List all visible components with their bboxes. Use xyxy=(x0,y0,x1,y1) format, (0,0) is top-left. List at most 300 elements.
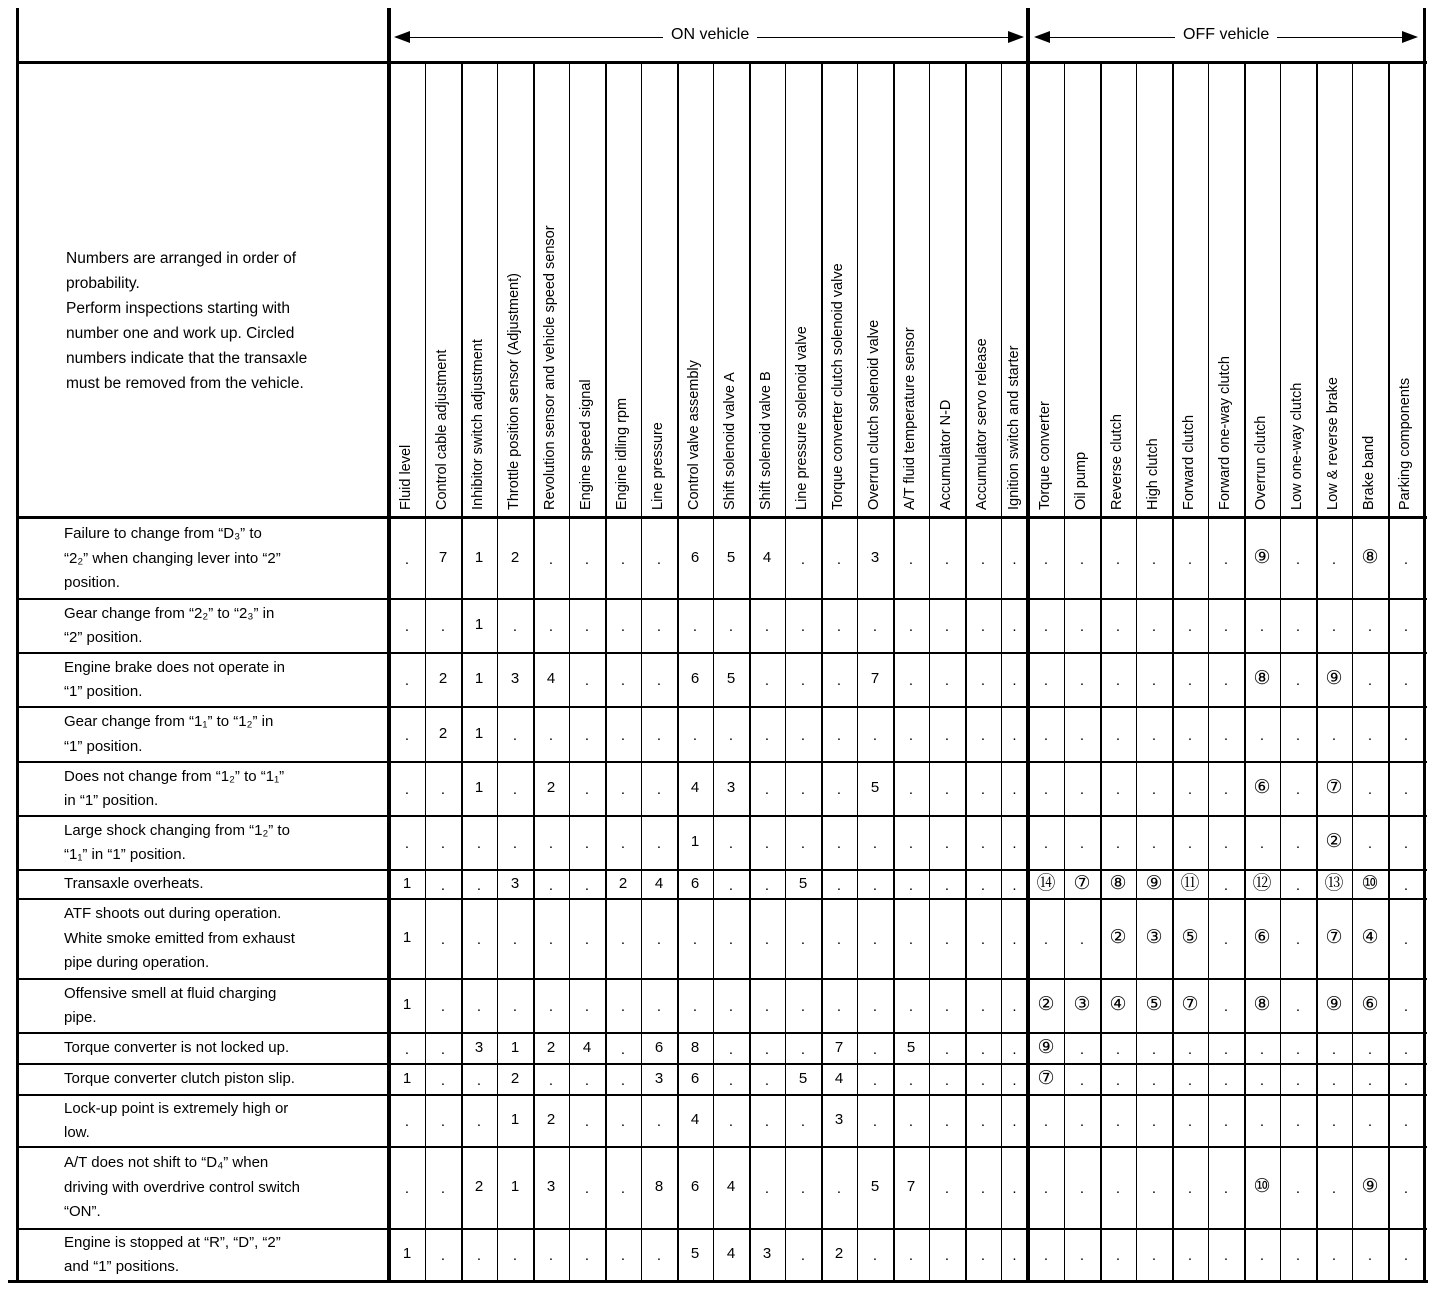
table-cell: . xyxy=(764,672,770,689)
row-label-line: “ON”. xyxy=(64,1203,101,1221)
table-cell: . xyxy=(1151,1071,1157,1089)
table-cell: ⑪ xyxy=(1180,872,1200,894)
table-cell: . xyxy=(476,835,482,852)
table-cell: . xyxy=(728,931,734,948)
table-cell: . xyxy=(1367,1113,1373,1130)
table-cell: . xyxy=(440,618,446,635)
table-cell: . xyxy=(656,618,662,635)
table-cell: . xyxy=(1295,672,1301,689)
table-cell: . xyxy=(836,1180,842,1197)
table-cell: 7 xyxy=(870,670,880,687)
table-cell: ⑥ xyxy=(1361,994,1379,1015)
table-cell: . xyxy=(584,835,590,852)
table-cell: . xyxy=(1151,1113,1157,1130)
table-cell: . xyxy=(548,835,554,852)
table-cell: . xyxy=(980,672,986,689)
table-cell: . xyxy=(836,551,842,568)
table-cell: . xyxy=(944,931,950,948)
column-header: Shift solenoid valve A xyxy=(722,372,738,510)
table-cell: . xyxy=(1367,618,1373,635)
table-cell: . xyxy=(908,1113,914,1130)
arrow-right-icon xyxy=(1402,31,1418,43)
table-cell: 5 xyxy=(906,1038,916,1056)
table-cell: . xyxy=(728,1071,734,1089)
table-cell: ⑩ xyxy=(1253,1176,1271,1197)
table-cell: . xyxy=(1043,835,1049,852)
table-cell: . xyxy=(1012,781,1017,798)
note-line: must be removed from the vehicle. xyxy=(66,375,304,392)
table-cell: . xyxy=(584,781,590,798)
table-cell: ⑦ xyxy=(1325,927,1343,948)
table-cell: . xyxy=(1043,931,1049,948)
table-cell: . xyxy=(980,998,986,1015)
table-cell: ⑦ xyxy=(1325,777,1343,798)
column-header: Shift solenoid valve B xyxy=(758,371,774,510)
table-cell: ② xyxy=(1037,994,1055,1015)
table-cell: . xyxy=(656,931,662,948)
table-cell: . xyxy=(980,876,986,894)
table-cell: 5 xyxy=(870,779,880,796)
table-cell: . xyxy=(1295,835,1301,852)
table-cell: . xyxy=(836,672,842,689)
table-cell: . xyxy=(1115,835,1121,852)
row-label-line: and “1” positions. xyxy=(64,1258,180,1275)
table-cell: . xyxy=(1223,1071,1229,1089)
column-header: Engine speed signal xyxy=(578,379,594,510)
note-line: probability. xyxy=(66,275,140,292)
table-cell: ⑨ xyxy=(1325,994,1343,1015)
table-cell: 3 xyxy=(654,1069,664,1087)
table-cell: . xyxy=(584,1071,590,1089)
table-cell: . xyxy=(800,1247,806,1264)
column-header: Fluid level xyxy=(398,444,414,510)
row-label-line: pipe. xyxy=(64,1009,97,1026)
table-cell: . xyxy=(1012,931,1017,948)
table-cell: . xyxy=(548,618,554,635)
table-cell: . xyxy=(1331,618,1337,635)
row-label-line: Torque converter is not locked up. xyxy=(64,1039,290,1057)
frame-right xyxy=(1423,8,1426,1283)
table-cell: 2 xyxy=(618,874,628,892)
table-cell: ② xyxy=(1109,927,1127,948)
table-cell: . xyxy=(1259,1040,1265,1058)
table-cell: . xyxy=(440,931,446,948)
table-cell: . xyxy=(656,551,662,568)
table-cell: . xyxy=(548,876,554,894)
table-cell: . xyxy=(1115,1040,1121,1058)
table-cell: ⑨ xyxy=(1145,872,1163,894)
table-cell: . xyxy=(944,1113,950,1130)
row-rule xyxy=(17,978,1427,980)
table-cell: . xyxy=(692,931,698,948)
table-cell: . xyxy=(1403,672,1409,689)
table-cell: . xyxy=(1012,1040,1017,1058)
table-cell: . xyxy=(944,672,950,689)
header-bottom-rule xyxy=(17,516,1427,519)
table-cell: . xyxy=(404,672,410,689)
table-cell: 2 xyxy=(510,549,520,566)
table-cell: . xyxy=(1012,672,1017,689)
table-cell: . xyxy=(620,1040,626,1058)
table-cell: 7 xyxy=(438,549,448,566)
row-rule xyxy=(17,652,1427,654)
table-cell: . xyxy=(404,781,410,798)
table-cell: . xyxy=(1295,1071,1301,1089)
table-cell: . xyxy=(1403,1247,1409,1264)
table-cell: . xyxy=(1223,876,1229,894)
column-header: Control valve assembly xyxy=(686,360,702,510)
table-cell: . xyxy=(1043,672,1049,689)
table-cell: . xyxy=(836,998,842,1015)
table-cell: . xyxy=(1012,835,1017,852)
table-cell: . xyxy=(1012,1180,1017,1197)
table-cell: 3 xyxy=(546,1178,556,1195)
table-cell: . xyxy=(1079,1071,1085,1089)
table-cell: . xyxy=(1403,551,1409,568)
table-cell: . xyxy=(980,1180,986,1197)
table-cell: . xyxy=(1223,998,1229,1015)
table-cell: . xyxy=(620,672,626,689)
table-cell: . xyxy=(440,876,446,894)
table-cell: . xyxy=(1331,1040,1337,1058)
row-label-line: position. xyxy=(64,574,120,592)
table-cell: ③ xyxy=(1145,927,1163,948)
table-cell: ④ xyxy=(1361,927,1379,948)
table-cell: . xyxy=(1367,1071,1373,1089)
table-cell: 2 xyxy=(546,1038,556,1056)
table-cell: 5 xyxy=(798,1069,808,1087)
table-cell: 1 xyxy=(402,929,412,946)
table-cell: 4 xyxy=(726,1245,736,1262)
chart-note xyxy=(66,246,381,396)
table-cell: . xyxy=(1043,726,1049,744)
table-cell: 5 xyxy=(726,670,736,687)
table-cell: . xyxy=(800,781,806,798)
table-cell: . xyxy=(692,998,698,1015)
off-vehicle-label: OFF vehicle xyxy=(1175,25,1277,45)
row-label-line: “2” position. xyxy=(64,629,143,646)
table-cell: . xyxy=(1079,618,1085,635)
row-rule xyxy=(17,898,1427,900)
table-cell: . xyxy=(656,998,662,1015)
table-cell: . xyxy=(1259,726,1265,744)
column-header: A/T fluid temperature sensor xyxy=(902,327,918,510)
table-cell: . xyxy=(512,998,518,1015)
table-cell: . xyxy=(1187,1040,1193,1058)
table-cell: . xyxy=(1403,1071,1409,1089)
table-cell: . xyxy=(800,1040,806,1058)
table-cell: . xyxy=(512,618,518,635)
table-cell: . xyxy=(1259,1071,1265,1089)
table-cell: . xyxy=(1223,1040,1229,1058)
table-cell: ④ xyxy=(1109,994,1127,1015)
column-header: Revolution sensor and vehicle speed sensor xyxy=(542,225,558,510)
table-cell: . xyxy=(1043,781,1049,798)
table-cell: ⑤ xyxy=(1145,994,1163,1015)
table-cell: . xyxy=(1187,618,1193,635)
table-cell: . xyxy=(1403,931,1409,948)
table-cell: . xyxy=(1043,1247,1049,1264)
table-cell: . xyxy=(944,618,950,635)
table-cell: . xyxy=(836,726,842,744)
table-cell: . xyxy=(548,1071,554,1089)
row-label xyxy=(64,819,290,868)
table-cell: 2 xyxy=(510,1069,520,1087)
table-cell: . xyxy=(1331,726,1337,744)
table-cell: . xyxy=(944,551,950,568)
table-cell: . xyxy=(872,726,878,744)
table-cell: . xyxy=(944,1247,950,1264)
table-cell: . xyxy=(1367,1040,1373,1058)
row-label xyxy=(64,1151,300,1225)
table-cell: . xyxy=(836,876,842,894)
column-header: Ignition switch and starter xyxy=(1005,345,1022,510)
column-header: High clutch xyxy=(1145,438,1161,510)
table-cell: . xyxy=(440,998,446,1015)
table-cell: . xyxy=(1403,726,1409,744)
table-cell: . xyxy=(800,551,806,568)
table-cell: . xyxy=(1115,618,1121,635)
column-header: Forward clutch xyxy=(1181,414,1197,510)
table-cell: . xyxy=(656,835,662,852)
table-cell: . xyxy=(872,1247,878,1264)
table-cell: . xyxy=(980,1113,986,1130)
table-cell: . xyxy=(1151,1247,1157,1264)
table-cell: ② xyxy=(1325,831,1343,852)
table-cell: . xyxy=(1079,1040,1085,1058)
table-cell: . xyxy=(872,876,878,894)
row-label xyxy=(64,656,285,705)
table-cell: . xyxy=(584,726,590,744)
column-header: Line pressure xyxy=(650,422,666,510)
table-cell: . xyxy=(1295,551,1301,568)
row-label-line: Engine brake does not operate in xyxy=(64,658,285,676)
table-cell: 1 xyxy=(402,1069,412,1087)
row-label-line: Engine is stopped at “R”, “D”, “2” xyxy=(64,1233,281,1251)
table-cell: . xyxy=(764,876,770,894)
table-cell: 1 xyxy=(474,779,484,796)
table-cell: . xyxy=(836,931,842,948)
table-cell: . xyxy=(620,1247,626,1264)
table-cell: . xyxy=(1115,551,1121,568)
table-cell: . xyxy=(584,1247,590,1264)
table-cell: . xyxy=(728,618,734,635)
table-cell: 5 xyxy=(690,1245,700,1262)
table-cell: 3 xyxy=(870,549,880,566)
table-cell: . xyxy=(1012,726,1017,744)
table-cell: . xyxy=(1151,618,1157,635)
table-cell: . xyxy=(1223,1113,1229,1130)
table-cell: . xyxy=(692,726,698,744)
column-header: Line pressure solenoid valve xyxy=(794,326,810,510)
row-label-line: Large shock changing from “1₂” to xyxy=(64,821,290,839)
table-cell: . xyxy=(1012,1247,1017,1264)
table-cell: . xyxy=(1223,1180,1229,1197)
column-header: Overrun clutch xyxy=(1253,415,1269,510)
table-cell: . xyxy=(620,551,626,568)
table-cell: ⑨ xyxy=(1361,1176,1379,1197)
table-cell: 7 xyxy=(906,1178,916,1195)
table-cell: . xyxy=(728,876,734,894)
table-cell: . xyxy=(1187,551,1193,568)
row-label xyxy=(64,1067,295,1092)
table-cell: ⑦ xyxy=(1073,872,1091,894)
column-header: Torque converter clutch solenoid valve xyxy=(830,263,846,510)
table-cell: 7 xyxy=(834,1038,844,1056)
table-cell: 1 xyxy=(474,616,484,633)
table-cell: . xyxy=(1295,1040,1301,1058)
column-header: Throttle position sensor (Adjustment) xyxy=(506,273,522,510)
table-cell: . xyxy=(1115,1180,1121,1197)
table-cell: ⑤ xyxy=(1181,927,1199,948)
table-cell: 3 xyxy=(726,779,736,796)
table-cell: . xyxy=(980,618,986,635)
table-cell: . xyxy=(1079,1180,1085,1197)
table-cell: 2 xyxy=(546,779,556,796)
table-cell: 4 xyxy=(726,1178,736,1195)
row-label xyxy=(64,902,295,976)
row-label xyxy=(64,765,284,814)
table-cell: . xyxy=(1259,618,1265,635)
column-header: Low one-way clutch xyxy=(1289,382,1305,510)
table-cell: . xyxy=(620,781,626,798)
table-cell: . xyxy=(980,1247,986,1264)
table-cell: . xyxy=(1115,781,1121,798)
row-label-line: “1₁” in “1” position. xyxy=(64,846,186,863)
table-cell: . xyxy=(1012,1071,1017,1089)
table-cell: . xyxy=(1012,1113,1017,1130)
table-cell: . xyxy=(620,835,626,852)
row-rule xyxy=(17,1032,1427,1034)
table-cell: . xyxy=(800,931,806,948)
table-cell: . xyxy=(1079,1247,1085,1264)
table-cell: . xyxy=(1367,835,1373,852)
table-cell: . xyxy=(1151,781,1157,798)
table-cell: . xyxy=(908,672,914,689)
table-cell: . xyxy=(1115,726,1121,744)
table-cell: . xyxy=(1151,672,1157,689)
table-cell: . xyxy=(620,618,626,635)
table-cell: 8 xyxy=(654,1178,664,1195)
table-cell: . xyxy=(1223,835,1229,852)
table-cell: . xyxy=(836,781,842,798)
table-cell: . xyxy=(440,1113,446,1130)
table-cell: 4 xyxy=(546,670,556,687)
table-cell: . xyxy=(800,1180,806,1197)
column-header: Torque converter xyxy=(1037,401,1053,510)
table-cell: ⑧ xyxy=(1253,994,1271,1015)
table-cell: . xyxy=(656,1113,662,1130)
table-cell: . xyxy=(1012,998,1017,1015)
table-cell: . xyxy=(656,1247,662,1264)
table-cell: ⑨ xyxy=(1037,1036,1055,1058)
table-cell: . xyxy=(1115,1071,1121,1089)
table-cell: 4 xyxy=(654,874,664,892)
row-label-line: Gear change from “2₂” to “2₃” in xyxy=(64,604,275,622)
table-cell: . xyxy=(1403,1040,1409,1058)
table-cell: . xyxy=(908,781,914,798)
table-cell: . xyxy=(1187,835,1193,852)
table-cell: . xyxy=(476,1247,482,1264)
table-cell: . xyxy=(512,781,518,798)
table-cell: . xyxy=(1403,1180,1409,1197)
table-cell: . xyxy=(1403,1113,1409,1130)
row-label-line: Torque converter clutch piston slip. xyxy=(64,1070,295,1088)
table-cell: . xyxy=(476,998,482,1015)
table-cell: . xyxy=(872,1040,878,1058)
table-cell: 1 xyxy=(690,833,700,850)
note-line: numbers indicate that the transaxle xyxy=(66,350,308,367)
table-cell: . xyxy=(584,1113,590,1130)
table-cell: . xyxy=(1331,1113,1337,1130)
table-cell: . xyxy=(1079,931,1085,948)
table-cell: . xyxy=(1079,781,1085,798)
table-cell: . xyxy=(908,835,914,852)
table-cell: . xyxy=(944,1180,950,1197)
table-cell: 5 xyxy=(798,874,808,892)
table-cell: . xyxy=(1043,1113,1049,1130)
arrow-right-icon xyxy=(1008,31,1024,43)
row-label xyxy=(64,710,273,759)
table-cell: . xyxy=(980,1071,986,1089)
table-cell: ⑦ xyxy=(1037,1067,1055,1089)
table-cell: . xyxy=(656,726,662,744)
table-cell: . xyxy=(980,931,986,948)
column-header: Accumulator servo release xyxy=(974,338,990,510)
table-cell: 4 xyxy=(834,1069,844,1087)
table-cell: ⑧ xyxy=(1361,547,1379,568)
table-cell: 6 xyxy=(690,874,700,892)
table-cell: . xyxy=(404,1040,410,1058)
table-cell: . xyxy=(800,672,806,689)
table-cell: . xyxy=(1259,1247,1265,1264)
table-cell: . xyxy=(872,618,878,635)
table-cell: 8 xyxy=(690,1038,700,1056)
table-cell: . xyxy=(1295,931,1301,948)
table-cell: . xyxy=(1151,1180,1157,1197)
table-cell: . xyxy=(764,781,770,798)
table-cell: . xyxy=(548,1247,554,1264)
table-cell: . xyxy=(1403,876,1409,894)
table-cell: . xyxy=(440,1040,446,1058)
table-cell: 1 xyxy=(402,996,412,1013)
table-cell: . xyxy=(980,1040,986,1058)
table-cell: . xyxy=(1223,781,1229,798)
table-cell: 5 xyxy=(870,1178,880,1195)
column-header: Reverse clutch xyxy=(1109,414,1125,510)
frame-bottom xyxy=(8,1280,1428,1283)
table-cell: . xyxy=(512,931,518,948)
table-cell: . xyxy=(404,551,410,568)
table-cell: 5 xyxy=(726,549,736,566)
table-cell: . xyxy=(404,618,410,635)
table-cell: . xyxy=(584,1180,590,1197)
row-label-line: Offensive smell at fluid charging xyxy=(64,984,277,1002)
table-cell: . xyxy=(1043,1180,1049,1197)
row-label-line: White smoke emitted from exhaust xyxy=(64,929,295,947)
row-label-line: Transaxle overheats. xyxy=(64,875,204,893)
row-label xyxy=(64,1036,289,1061)
table-cell: . xyxy=(980,551,986,568)
table-cell: 1 xyxy=(402,874,412,892)
table-cell: 3 xyxy=(510,670,520,687)
table-cell: . xyxy=(1223,551,1229,568)
table-cell: . xyxy=(1367,1247,1373,1264)
table-cell: 1 xyxy=(474,549,484,566)
table-cell: ⑦ xyxy=(1181,994,1199,1015)
table-cell: . xyxy=(1295,618,1301,635)
table-cell: 2 xyxy=(474,1178,484,1195)
